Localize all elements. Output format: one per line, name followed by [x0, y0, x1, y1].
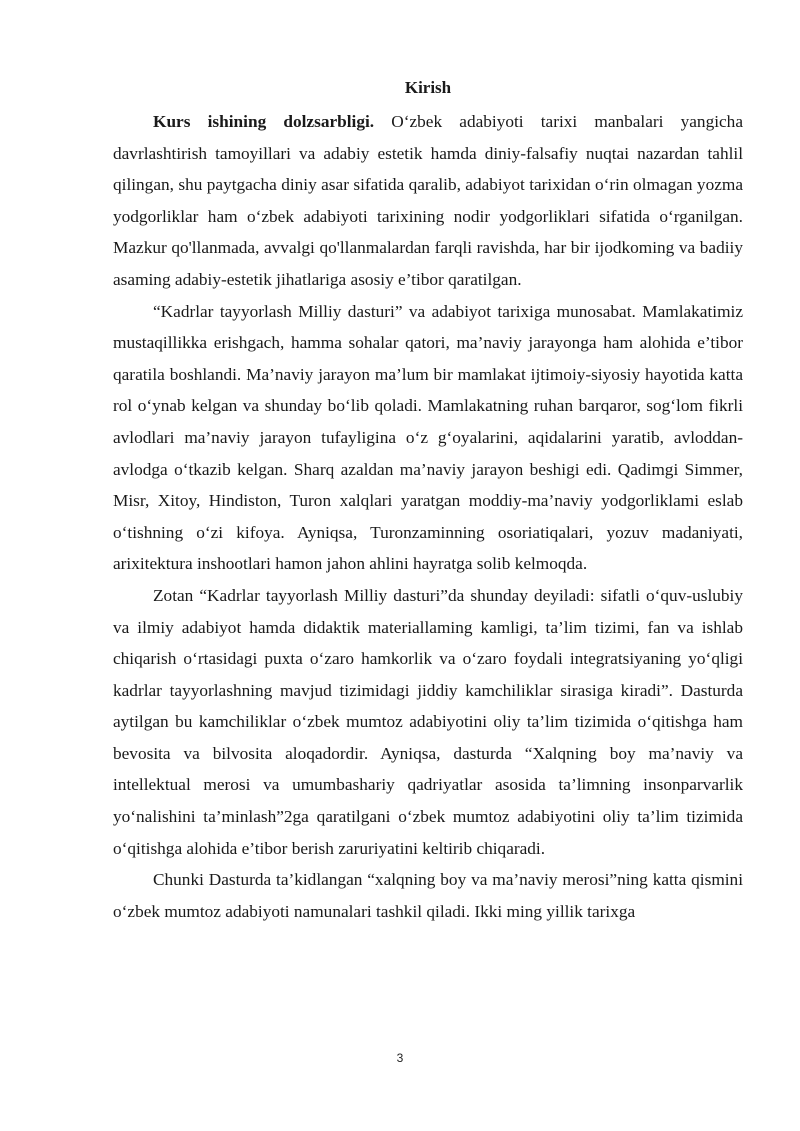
paragraph-2: “Kadrlar tayyorlash Milliy dasturi” va adabiyot tarixiga munosabat. Mamlakatimiz mustaqillikka erishgach, hamma sohalar qatori, ma’naviy jarayonga ham alohida e’tibor qaratila boshlandi. Ma’naviy jarayon ma’lum bir mamlakat ijtimoiy-siyosiy hayotida katta rol o‘ynab kelgan va shunday bo‘lib qoladi. Mamlakatning ruhan barqaror, sog‘lom fikrli avlodlari ma’naviy jarayon tufayligina o‘z g‘oyalarini, aqidalarini yaratib, avloddan-avlodga o‘tkazib kelgan. Sharq azaldan ma’naviy jarayon beshigi edi. Qadimgi Simmer, Misr, Xitoy, Hindiston, Turon xalqlari yaratgan moddiy-ma’naviy yodgorliklami eslab o‘tishning o‘zi kifoya. Ayniqsa, Turonzaminning osoriatiqalari, yozuv madaniyati, arixitektura inshootlari hamon jahon ahlini hayratga solib kelmoqda.: [113, 301, 743, 574]
paragraph-3: Zotan “Kadrlar tayyorlash Milliy dasturi”da shunday deyiladi: sifatli o‘quv-uslubiy va ilmiy adabiyot hamda didaktik materiallaming kamligi, ta’lim tizimi, fan va ishlab chiqarish o‘rtasidagi puxta o‘zaro hamkorlik va o‘zaro foydali integratsiyaning yo‘qligi kadrlar tayyorlashning mavjud tizimidagi jiddiy kamchiliklar sirasiga kiradi”. Dasturda aytilgan bu kamchiliklar o‘zbek mumtoz adabiyotini oliy ta’lim tizimida o‘qitishga ham bevosita va bilvosita aloqadordir. Ayniqsa, dasturda “Xalqning boy ma’naviy va intellektual merosi va umumbashariy qadriyatlar asosida ta’limning insonparvarlik yo‘nalishini ta’minlash”2ga qaratilgani o‘zbek mumtoz adabiyotini oliy ta’lim tizimida o‘qitishga alohida e’tibor berish zaruriyatini keltirib chiqaradi.: [113, 585, 743, 858]
section-heading: Kirish: [404, 78, 452, 97]
paragraph-lead: Kurs ishining dolzsarbligi.: [153, 112, 375, 131]
paragraph-text: O‘zbek adabiyoti tarixi manbalari yangicha davrlashtirish tamoyillari va adabiy estetik hamda diniy-falsafiy nuqtai nazardan tahlil qilingan, shu paytgacha diniy asar sifatida qaralib, adabiyot tarixidan o‘rin olmagan yozma yodgorliklar ham o‘zbek adabiyoti tarixining nodir yodgorliklari sifatida o‘rganilgan. Mazkur qo'llanmada, avvalgi qo'llanmalardan farqli ravishda, har bir ijodkoming va badiiy asaming adabiy-estetik jihatlariga asosiy e’tibor qaratilgan.: [113, 112, 743, 289]
paragraph-4: Chunki Dasturda ta’kidlangan “xalqning boy va ma’naviy merosi”ning katta qismini o‘zbek mumtoz adabiyoti namunalari tashkil qiladi. Ikki ming yillik tarixga: [113, 870, 743, 921]
page-number: 3: [396, 1051, 404, 1065]
paragraph-1: [113, 106, 743, 296]
body-text: [113, 106, 743, 927]
